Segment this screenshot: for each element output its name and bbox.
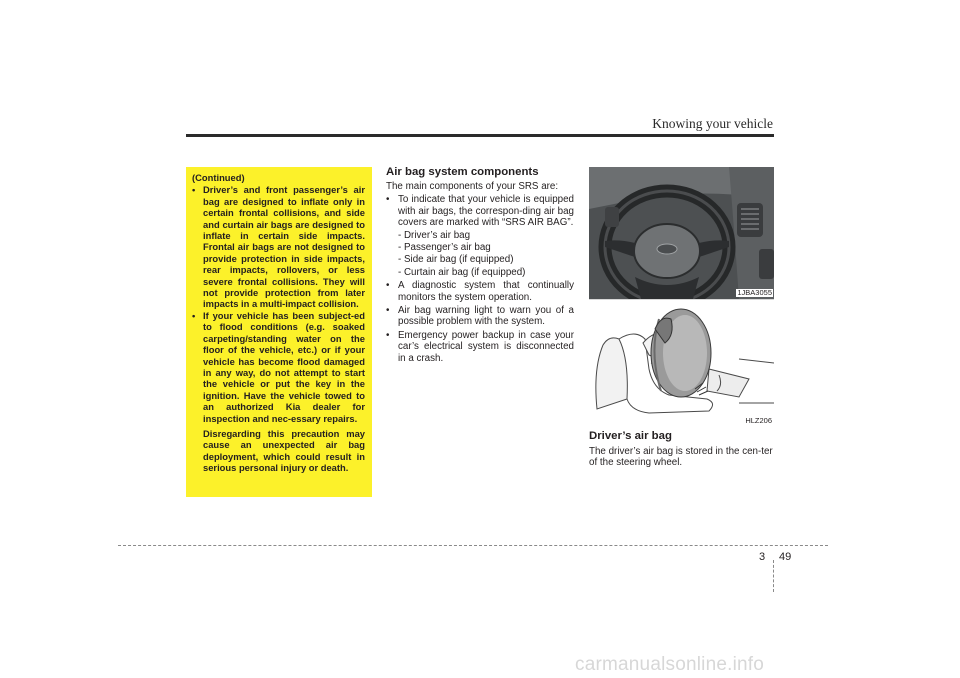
footer-rule: [118, 545, 828, 546]
driver-airbag-heading: Driver’s air bag: [589, 430, 672, 442]
components-item-text: A diagnostic system that continually monitors the system operation.: [398, 280, 574, 303]
bullet-icon: •: [386, 280, 390, 292]
page-number: 49: [779, 551, 792, 563]
airbag-drawing: [589, 299, 774, 427]
bullet-icon: •: [386, 305, 390, 317]
components-intro: The main components of your SRS are:: [386, 181, 559, 192]
header-rule: [186, 134, 774, 137]
bullet-icon: •: [386, 329, 390, 341]
figure-divider: [589, 299, 774, 300]
components-sub-item: - Side air bag (if equipped): [398, 254, 514, 266]
components-item: [386, 194, 574, 228]
components-heading: Air bag system components: [386, 166, 539, 178]
warning-item-text: If your vehicle has been subject-ed to flood conditions (e.g. soaked carpeting/standing water on the floor of the vehicle, etc.) or if your vehicle has become flood damaged in any way, do not attempt to start the vehicle or put the key in the ignition. Have the vehicle towed to an authorized Kia dealer for inspection and nec-essary repairs.: [203, 309, 365, 424]
figure-code: 1JBA3055: [737, 288, 772, 297]
components-item-text: To indicate that your vehicle is equipped with air bags, the correspon-ding air bag covers are marked with “SRS AIR BAG”.: [398, 194, 574, 229]
components-item: [386, 280, 574, 303]
components-item-text: Emergency power backup in case your car’s electrical system is disconnected in a crash.: [398, 329, 574, 364]
warning-item: [192, 184, 365, 309]
bullet-icon: •: [192, 184, 196, 196]
warning-item: [192, 310, 365, 424]
steering-wheel-illustration: [589, 167, 774, 299]
warning-box: [186, 167, 372, 497]
components-item: [386, 305, 574, 328]
driver-airbag-section: [589, 430, 775, 469]
bullet-icon: •: [192, 309, 196, 321]
bullet-icon: •: [386, 194, 390, 206]
components-sub-item: - Driver’s air bag: [398, 229, 471, 241]
components-item-text: Air bag warning light to warn you of a possible problem with the system.: [398, 305, 574, 328]
warning-closing: Disregarding this precaution may cause an unexpected air bag deployment, which could result in serious personal injury or death.: [203, 427, 365, 474]
driver-airbag-text: The driver’s air bag is stored in the cen-ter of the steering wheel.: [589, 446, 773, 469]
warning-continued: (Continued): [192, 172, 245, 183]
warning-item-text: Driver’s and front passenger’s air bag are designed to inflate only in certain frontal collisions, and side and curtain air bags are designed to inflate in certain side impacts. Frontal air bags are not designed to provide protection in side impacts, rear impacts, rollovers, or less severe frontal collisions. They will not provide protection from later impacts in a multi-impact collision.: [203, 184, 365, 310]
components-column: [386, 166, 574, 364]
steering-wheel-photo: [589, 167, 774, 299]
figure-code: HLZ206: [745, 416, 772, 425]
watermark[interactable]: carmanualsonline.info: [575, 654, 765, 675]
header-title: Knowing your vehicle: [652, 116, 773, 131]
page-chapter: 3: [759, 551, 766, 563]
components-sub-item: - Passenger’s air bag: [398, 242, 491, 254]
components-sub-item: - Curtain air bag (if equipped): [398, 266, 526, 278]
airbag-deployment-illustration: [589, 299, 774, 427]
components-item: [386, 330, 574, 364]
footer-divider: [773, 560, 774, 592]
